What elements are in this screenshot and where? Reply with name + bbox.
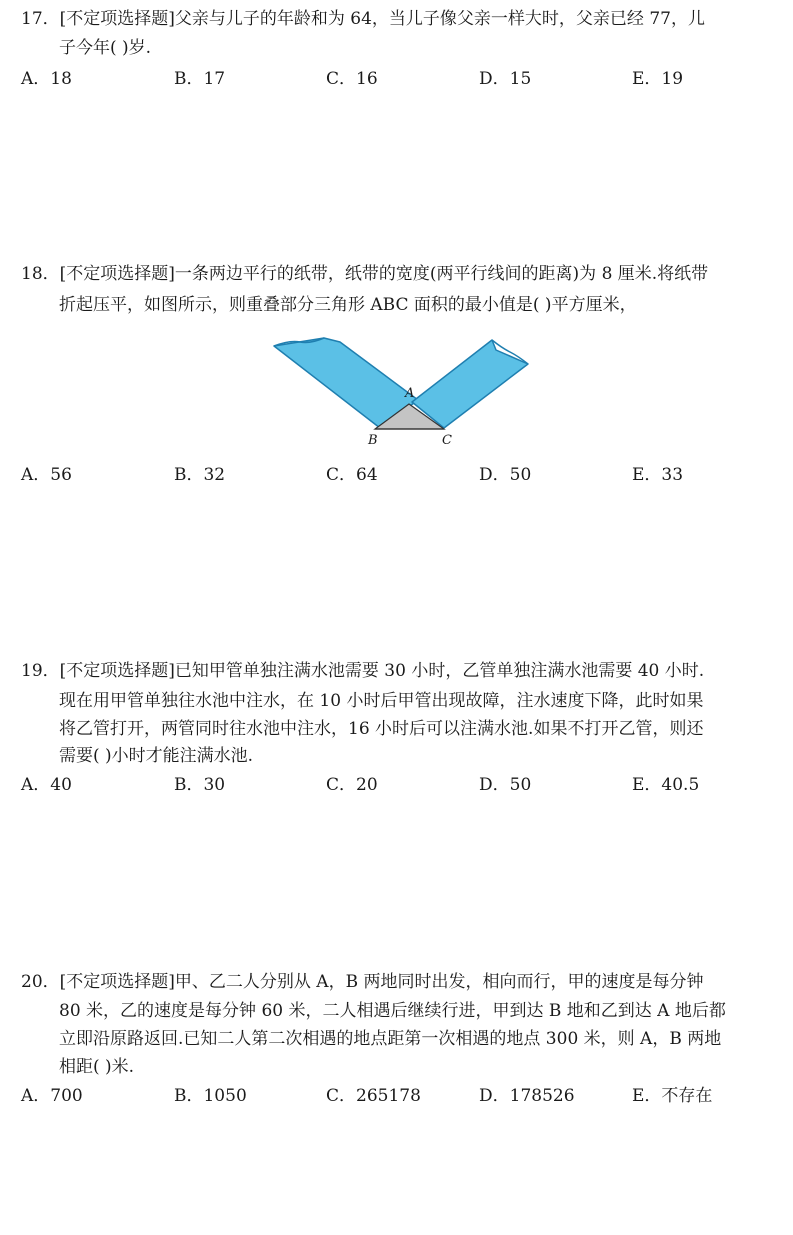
question-18-option-a[interactable]: A．56 (21, 465, 72, 485)
folded-tape-figure (270, 336, 530, 448)
question-17-option-c[interactable]: C．16 (326, 69, 378, 89)
question-19-option-b[interactable]: B．30 (174, 775, 226, 795)
question-20-line-2: 80 米，乙的速度是每分钟 60 米，二人相遇后继续行进，甲到达 B 地和乙到达 A 地后都 (59, 1001, 726, 1021)
right-tape-strip (412, 340, 528, 428)
question-20-line-4: 相距( )米. (59, 1057, 135, 1077)
question-17-option-b[interactable]: B．17 (174, 69, 226, 89)
question-18-option-b[interactable]: B．32 (174, 465, 226, 485)
question-19-line-4: 需要( )小时才能注满水池. (59, 746, 254, 766)
question-20-line-3: 立即沿原路返回.已知二人第二次相遇的地点距第一次相遇的地点 300 米，则 A，B 两地 (59, 1029, 722, 1049)
question-19-option-e[interactable]: E．40.5 (632, 775, 700, 795)
question-20-line-1: 20．[不定项选择题]甲、乙二人分别从 A，B 两地同时出发，相向而行，甲的速度是每分钟 (21, 972, 704, 992)
question-19-option-a[interactable]: A．40 (21, 775, 72, 795)
question-18-line-2: 折起压平，如图所示，则重叠部分三角形 ABC 面积的最小值是( )平方厘米， (59, 295, 637, 315)
question-19-option-d[interactable]: D．50 (479, 775, 532, 795)
question-19-option-c[interactable]: C．20 (326, 775, 378, 795)
question-20-option-e[interactable]: E．不存在 (632, 1086, 713, 1106)
question-18-option-e[interactable]: E．33 (632, 465, 684, 485)
question-17-option-a[interactable]: A．18 (21, 69, 72, 89)
question-17-line-1: 17．[不定项选择题]父亲与儿子的年龄和为 64，当儿子像父亲一样大时，父亲已经 77，儿 (21, 9, 705, 29)
question-20-option-d[interactable]: D．178526 (479, 1086, 575, 1106)
question-20-option-a[interactable]: A．700 (21, 1086, 83, 1106)
question-19-line-3: 将乙管打开，两管同时往水池中注水，16 小时后可以注满水池.如果不打开乙管，则还 (59, 719, 704, 739)
question-19-line-1: 19．[不定项选择题]已知甲管单独注满水池需要 30 小时，乙管单独注满水池需要 40 小时. (21, 661, 705, 681)
label-c: C (442, 433, 452, 448)
question-20-option-b[interactable]: B．1050 (174, 1086, 247, 1106)
question-18-option-c[interactable]: C．64 (326, 465, 378, 485)
question-17-option-e[interactable]: E．19 (632, 69, 684, 89)
question-19-line-2: 现在用甲管单独往水池中注水，在 10 小时后甲管出现故障，注水速度下降，此时如果 (59, 691, 704, 711)
label-a: A (405, 386, 415, 401)
label-b: B (368, 433, 378, 448)
question-18-option-d[interactable]: D．50 (479, 465, 532, 485)
question-18-line-1: 18．[不定项选择题]一条两边平行的纸带，纸带的宽度(两平行线间的距离)为 8 厘米.将纸带 (21, 264, 709, 284)
question-17-line-2: 子今年( )岁. (59, 38, 152, 58)
folded-tape-diagram (270, 336, 530, 448)
question-17-option-d[interactable]: D．15 (479, 69, 532, 89)
question-20-option-c[interactable]: C．265178 (326, 1086, 421, 1106)
